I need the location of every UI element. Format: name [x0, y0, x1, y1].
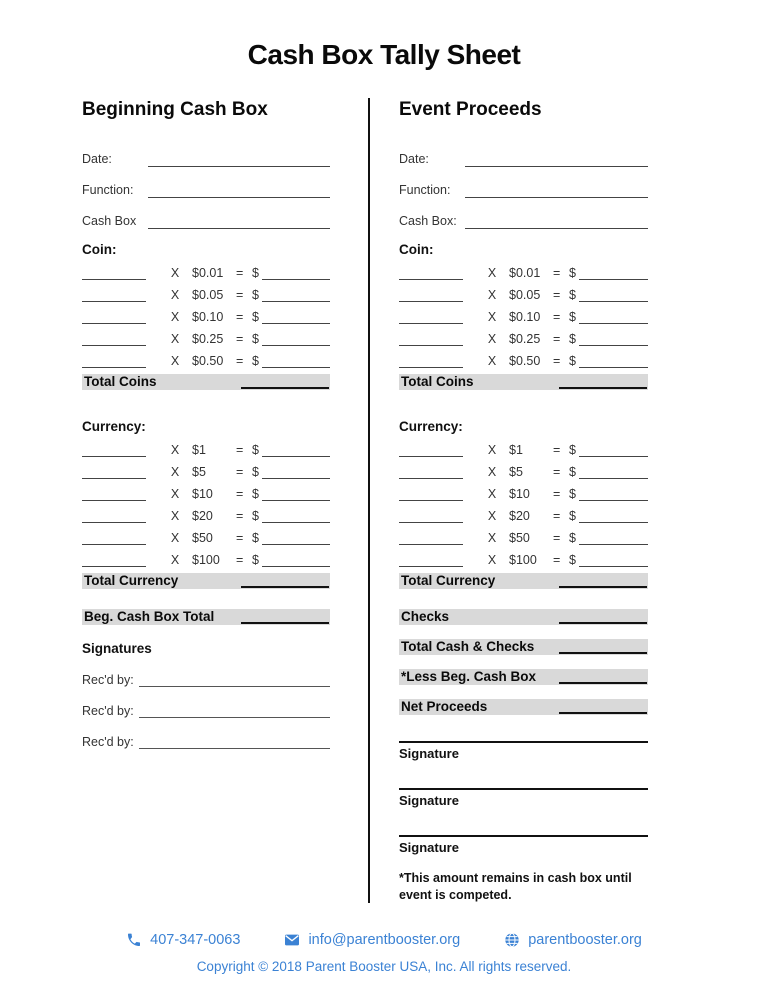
page-title: Cash Box Tally Sheet — [247, 39, 521, 70]
denomination-label: $5 — [192, 465, 206, 479]
dollar-symbol: $ — [252, 288, 259, 302]
equals-symbol: = — [553, 288, 561, 302]
less-beg-cash-box-label: *Less Beg. Cash Box — [401, 669, 537, 684]
denomination-label: $50 — [509, 531, 530, 545]
cash-box-blank-line — [465, 228, 648, 229]
total-blank-line — [559, 652, 647, 654]
net-proceeds-bar — [399, 699, 648, 715]
page-footer — [0, 932, 768, 974]
multiply-symbol: X — [170, 266, 180, 280]
denomination-label: $0.50 — [192, 354, 224, 368]
total-coins-label: Total Coins — [84, 374, 157, 389]
signature-block — [399, 741, 648, 762]
multiply-symbol: X — [487, 288, 497, 302]
currency-heading: Currency: — [82, 419, 146, 434]
count-blank-line — [82, 478, 146, 479]
recd-by-row — [82, 687, 330, 718]
amount-blank-line — [579, 566, 648, 567]
dollar-symbol: $ — [569, 553, 576, 567]
net-proceeds-label: Net Proceeds — [401, 699, 488, 714]
coin-row — [82, 280, 330, 302]
equals-symbol: = — [553, 509, 561, 523]
amount-blank-line — [579, 323, 648, 324]
dollar-symbol: $ — [569, 288, 576, 302]
denomination-label: $0.25 — [192, 332, 224, 346]
function-blank-line — [465, 197, 648, 198]
function-label: Function: — [82, 183, 134, 197]
multiply-symbol: X — [487, 465, 497, 479]
date-label: Date: — [399, 152, 429, 166]
count-blank-line — [82, 345, 146, 346]
currency-row — [82, 545, 330, 567]
count-blank-line — [399, 522, 463, 523]
signatures-heading: Signatures — [82, 641, 152, 656]
signature-blank-line — [399, 741, 648, 743]
denomination-label: $0.10 — [192, 310, 224, 324]
count-blank-line — [399, 566, 463, 567]
coin-row — [399, 258, 648, 280]
count-blank-line — [399, 456, 463, 457]
cash-box-label: Cash Box — [82, 214, 137, 228]
cash-box-field-row — [82, 198, 330, 229]
multiply-symbol: X — [170, 487, 180, 501]
currency-row — [399, 457, 648, 479]
multiply-symbol: X — [487, 509, 497, 523]
coin-row — [82, 324, 330, 346]
currency-row — [399, 501, 648, 523]
multiply-symbol: X — [170, 465, 180, 479]
date-blank-line — [465, 166, 648, 167]
multiply-symbol: X — [487, 531, 497, 545]
multiply-symbol: X — [170, 310, 180, 324]
denomination-label: $0.05 — [192, 288, 224, 302]
dollar-symbol: $ — [569, 509, 576, 523]
dollar-symbol: $ — [569, 487, 576, 501]
denomination-label: $20 — [509, 509, 530, 523]
multiply-symbol: X — [487, 266, 497, 280]
coin-row — [82, 346, 330, 368]
column-divider — [368, 98, 370, 903]
function-field-row — [82, 167, 330, 198]
dollar-symbol: $ — [569, 443, 576, 457]
currency-row — [399, 545, 648, 567]
phone-link[interactable] — [126, 932, 240, 948]
coin-row — [399, 280, 648, 302]
multiply-symbol: X — [487, 487, 497, 501]
equals-symbol: = — [553, 310, 561, 324]
total-blank-line — [559, 682, 647, 684]
equals-symbol: = — [236, 531, 244, 545]
total-blank-line — [241, 387, 329, 389]
date-field-row — [82, 136, 330, 167]
multiply-symbol: X — [170, 443, 180, 457]
denomination-label: $0.50 — [509, 354, 541, 368]
multiply-symbol: X — [487, 553, 497, 567]
amount-blank-line — [579, 279, 648, 280]
equals-symbol: = — [236, 443, 244, 457]
count-blank-line — [82, 544, 146, 545]
dollar-symbol: $ — [252, 487, 259, 501]
total-coins-bar — [399, 374, 648, 390]
denomination-label: $1 — [192, 443, 206, 457]
denomination-label: $10 — [192, 487, 213, 501]
amount-blank-line — [262, 566, 330, 567]
coin-heading: Coin: — [399, 242, 434, 257]
count-blank-line — [399, 279, 463, 280]
total-coins-bar — [82, 374, 330, 390]
cash-box-label: Cash Box: — [399, 214, 457, 228]
equals-symbol: = — [236, 332, 244, 346]
beg-cash-box-total-bar — [82, 609, 330, 625]
recd-by-row — [82, 656, 330, 687]
signature-blank-line — [399, 788, 648, 790]
amount-blank-line — [579, 301, 648, 302]
denomination-label: $50 — [192, 531, 213, 545]
count-blank-line — [82, 279, 146, 280]
currency-row — [82, 523, 330, 545]
total-currency-label: Total Currency — [84, 573, 179, 588]
amount-blank-line — [579, 522, 648, 523]
amount-blank-line — [262, 367, 330, 368]
denomination-label: $1 — [509, 443, 523, 457]
equals-symbol: = — [553, 354, 561, 368]
multiply-symbol: X — [170, 354, 180, 368]
multiply-symbol: X — [487, 443, 497, 457]
dollar-symbol: $ — [252, 509, 259, 523]
amount-blank-line — [262, 345, 330, 346]
denomination-label: $5 — [509, 465, 523, 479]
equals-symbol: = — [236, 266, 244, 280]
count-blank-line — [82, 367, 146, 368]
multiply-symbol: X — [170, 531, 180, 545]
count-blank-line — [399, 544, 463, 545]
multiply-symbol: X — [170, 553, 180, 567]
denomination-label: $0.01 — [509, 266, 541, 280]
currency-row — [82, 435, 330, 457]
amount-blank-line — [262, 478, 330, 479]
recd-by-label: Rec'd by: — [82, 673, 134, 687]
equals-symbol: = — [236, 465, 244, 479]
total-blank-line — [559, 586, 647, 588]
multiply-symbol: X — [487, 310, 497, 324]
equals-symbol: = — [553, 443, 561, 457]
website-link[interactable] — [504, 932, 642, 948]
equals-symbol: = — [236, 553, 244, 567]
currency-row — [399, 435, 648, 457]
currency-row — [82, 501, 330, 523]
total-currency-bar — [82, 573, 330, 589]
denomination-label: $20 — [192, 509, 213, 523]
total-currency-label: Total Currency — [401, 573, 496, 588]
signature-blank-line — [399, 835, 648, 837]
equals-symbol: = — [236, 509, 244, 523]
section-heading: Event Proceeds — [399, 99, 542, 120]
count-blank-line — [82, 500, 146, 501]
dollar-symbol: $ — [252, 332, 259, 346]
equals-symbol: = — [553, 531, 561, 545]
dollar-symbol: $ — [252, 310, 259, 324]
equals-symbol: = — [553, 553, 561, 567]
amount-blank-line — [579, 544, 648, 545]
section-heading: Beginning Cash Box — [82, 99, 268, 120]
amount-blank-line — [262, 301, 330, 302]
amount-blank-line — [579, 456, 648, 457]
count-blank-line — [399, 301, 463, 302]
currency-row — [399, 523, 648, 545]
equals-symbol: = — [236, 354, 244, 368]
amount-blank-line — [262, 522, 330, 523]
dollar-symbol: $ — [252, 553, 259, 567]
denomination-label: $10 — [509, 487, 530, 501]
total-blank-line — [241, 622, 329, 624]
recd-by-blank-line — [139, 686, 330, 687]
total-blank-line — [559, 387, 647, 389]
equals-symbol: = — [553, 465, 561, 479]
checks-label: Checks — [401, 609, 450, 624]
currency-row — [82, 457, 330, 479]
coin-row — [399, 346, 648, 368]
email-text: info@parentbooster.org — [308, 932, 461, 948]
denomination-label: $0.01 — [192, 266, 224, 280]
total-cash-checks-label: Total Cash & Checks — [401, 639, 535, 654]
amount-blank-line — [579, 478, 648, 479]
count-blank-line — [399, 323, 463, 324]
count-blank-line — [399, 367, 463, 368]
amount-blank-line — [262, 500, 330, 501]
date-label: Date: — [82, 152, 112, 166]
dollar-symbol: $ — [569, 354, 576, 368]
date-field-row — [399, 136, 648, 167]
coin-heading: Coin: — [82, 242, 117, 257]
phone-number-text: 407-347-0063 — [150, 932, 241, 948]
count-blank-line — [82, 323, 146, 324]
globe-icon — [504, 932, 520, 948]
signature-label: Signature — [399, 840, 459, 855]
multiply-symbol: X — [487, 354, 497, 368]
multiply-symbol: X — [170, 509, 180, 523]
total-coins-label: Total Coins — [401, 374, 474, 389]
recd-by-label: Rec'd by: — [82, 735, 134, 749]
multiply-symbol: X — [487, 332, 497, 346]
less-beg-cash-box-bar — [399, 669, 648, 685]
total-blank-line — [241, 586, 329, 588]
equals-symbol: = — [553, 266, 561, 280]
count-blank-line — [399, 500, 463, 501]
cash-box-blank-line — [148, 228, 330, 229]
recd-by-row — [82, 718, 330, 749]
equals-symbol: = — [236, 487, 244, 501]
amount-blank-line — [262, 279, 330, 280]
total-cash-checks-bar — [399, 639, 648, 655]
dollar-symbol: $ — [569, 266, 576, 280]
beg-cash-box-total-label: Beg. Cash Box Total — [84, 609, 215, 624]
website-text: parentbooster.org — [528, 932, 642, 948]
coin-row — [399, 324, 648, 346]
dollar-symbol: $ — [569, 332, 576, 346]
count-blank-line — [82, 522, 146, 523]
currency-row — [82, 479, 330, 501]
date-blank-line — [148, 166, 330, 167]
equals-symbol: = — [236, 288, 244, 302]
count-blank-line — [82, 301, 146, 302]
dollar-symbol: $ — [569, 531, 576, 545]
equals-symbol: = — [236, 310, 244, 324]
amount-blank-line — [579, 500, 648, 501]
cash-box-field-row — [399, 198, 648, 229]
dollar-symbol: $ — [252, 531, 259, 545]
dollar-symbol: $ — [252, 443, 259, 457]
equals-symbol: = — [553, 487, 561, 501]
phone-icon — [126, 932, 142, 948]
function-blank-line — [148, 197, 330, 198]
dollar-symbol: $ — [252, 354, 259, 368]
two-column-form — [0, 98, 768, 904]
total-blank-line — [559, 622, 647, 624]
count-blank-line — [399, 478, 463, 479]
denomination-label: $0.05 — [509, 288, 541, 302]
dollar-symbol: $ — [569, 465, 576, 479]
coin-row — [82, 258, 330, 280]
checks-bar — [399, 609, 648, 625]
count-blank-line — [82, 456, 146, 457]
contact-row — [0, 932, 768, 948]
amount-blank-line — [262, 323, 330, 324]
coin-row — [82, 302, 330, 324]
denomination-label: $100 — [192, 553, 220, 567]
denomination-label: $0.25 — [509, 332, 541, 346]
recd-by-blank-line — [139, 717, 330, 718]
total-blank-line — [559, 712, 647, 714]
dollar-symbol: $ — [252, 266, 259, 280]
signature-label: Signature — [399, 746, 459, 761]
signature-block — [399, 788, 648, 809]
function-field-row — [399, 167, 648, 198]
denomination-label: $100 — [509, 553, 537, 567]
signature-block — [399, 835, 648, 856]
currency-heading: Currency: — [399, 419, 463, 434]
email-icon — [284, 932, 300, 948]
dollar-symbol: $ — [569, 310, 576, 324]
recd-by-blank-line — [139, 748, 330, 749]
equals-symbol: = — [553, 332, 561, 346]
multiply-symbol: X — [170, 332, 180, 346]
amount-blank-line — [579, 367, 648, 368]
total-currency-bar — [399, 573, 648, 589]
function-label: Function: — [399, 183, 451, 197]
multiply-symbol: X — [170, 288, 180, 302]
signature-label: Signature — [399, 793, 459, 808]
coin-row — [399, 302, 648, 324]
event-proceeds-section — [399, 98, 648, 904]
count-blank-line — [399, 345, 463, 346]
denomination-label: $0.10 — [509, 310, 541, 324]
amount-blank-line — [579, 345, 648, 346]
count-blank-line — [82, 566, 146, 567]
email-link[interactable] — [284, 932, 460, 948]
dollar-symbol: $ — [252, 465, 259, 479]
recd-by-label: Rec'd by: — [82, 704, 134, 718]
beginning-cash-box-section — [82, 98, 330, 749]
amount-blank-line — [262, 544, 330, 545]
cash-box-footnote: *This amount remains in cash box until event is competed. — [399, 871, 632, 902]
copyright-text: Copyright © 2018 Parent Booster USA, Inc. All rights reserved. — [196, 959, 572, 974]
currency-row — [399, 479, 648, 501]
amount-blank-line — [262, 456, 330, 457]
